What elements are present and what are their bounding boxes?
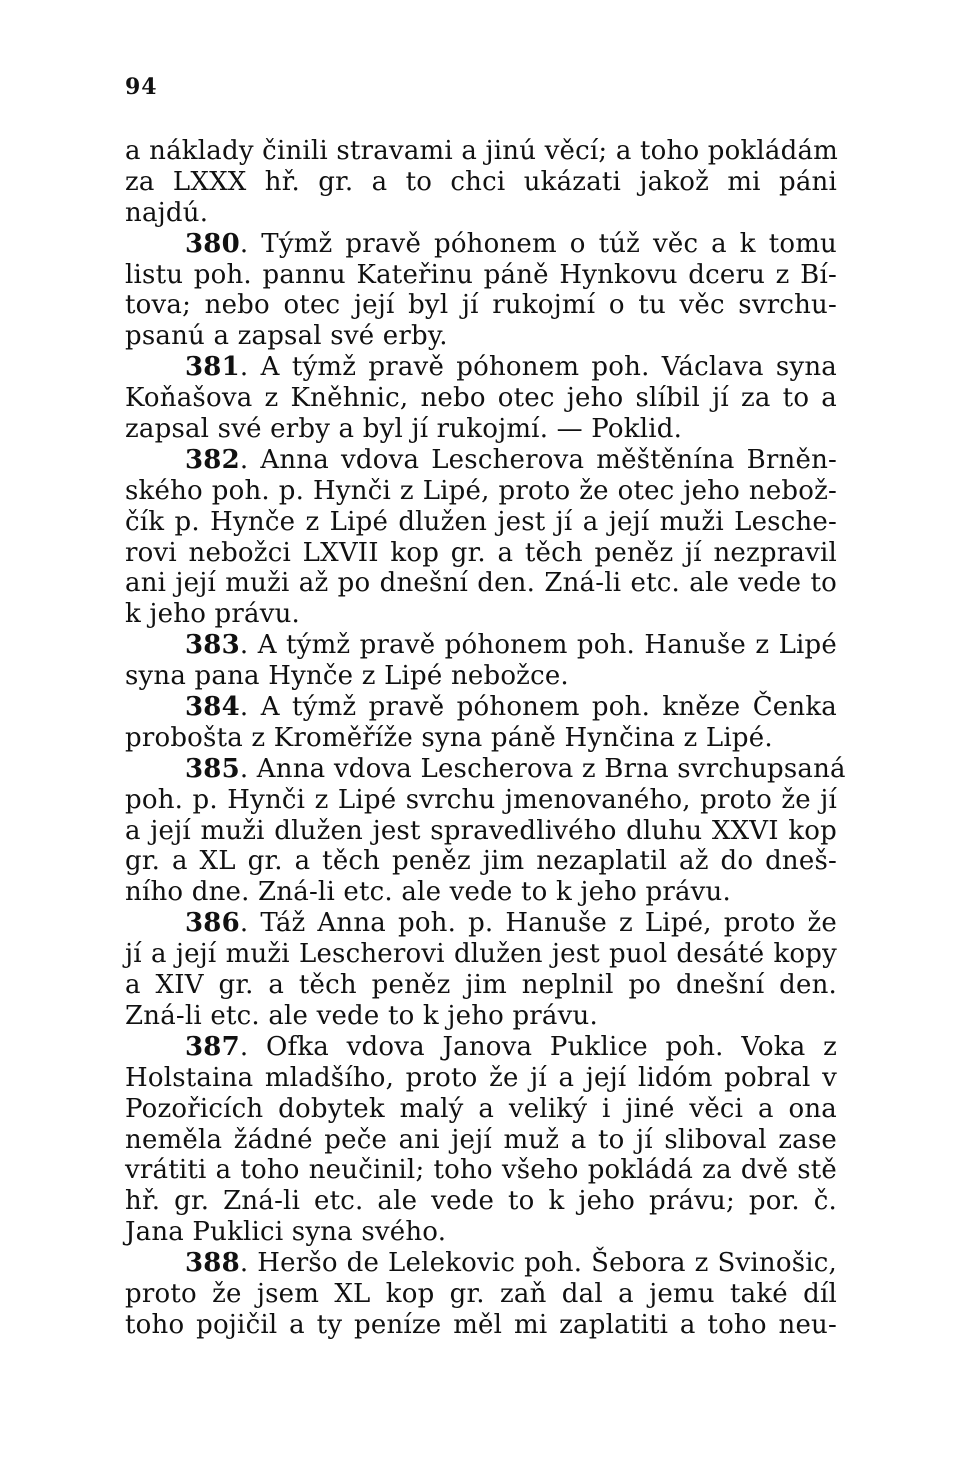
entry-387-line: [125, 1063, 837, 1094]
line-text: rovi nebožci LXVII kop gr. a těch peněz jí nezpravil: [125, 537, 837, 568]
entry-382-line: [125, 507, 837, 538]
line-text: Jana Puklici syna svého.: [125, 1217, 447, 1248]
line-text: listu poh. pannu Kateřinu páně Hynkovu dceru z Bí-: [125, 259, 837, 290]
entry-386-line: [125, 908, 837, 939]
line-text: čík p. Hynče z Lipé dlužen jest jí a její muži Lesche-: [125, 506, 837, 537]
line-text: Koňašova z Kněhnic, nebo otec jeho slíbil jí za to a: [125, 383, 837, 414]
text-column: [125, 136, 846, 1341]
entry-387-line: [125, 1155, 837, 1186]
entry-386-line: [125, 1001, 837, 1032]
entry-number: 385: [185, 753, 240, 784]
line-text: a XIV gr. a těch peněz jim neplnil po dnešní den.: [125, 970, 837, 1001]
entry-385-line: [125, 816, 837, 847]
entry-number: 388: [185, 1248, 240, 1279]
entry-385-line: [125, 846, 837, 877]
entry-382-line: [125, 538, 837, 569]
line-text: za LXXX hř. gr. a to chci ukázati jakož mi páni: [125, 166, 837, 197]
line-text: . Anna vdova Lescherova měštěnína Brněn-: [239, 444, 837, 475]
line-text: hř. gr. Zná-li etc. ale vede to k jeho právu; por. č.: [125, 1186, 837, 1217]
line-text: k jeho právu.: [125, 599, 301, 630]
entry-380-line: [125, 321, 837, 352]
entry-number: 381: [185, 352, 240, 383]
line-text: vrátiti a toho neučinil; toho všeho pokládá za dvě stě: [125, 1155, 837, 1186]
page-number: 94: [125, 74, 158, 100]
line-text: neměla žádné peče ani její muž a to jí sliboval zase: [125, 1124, 837, 1155]
entry-382-line: [125, 568, 837, 599]
line-text: . Táž Anna poh. p. Hanuše z Lipé, proto že: [239, 908, 837, 939]
entry-number: 384: [185, 692, 240, 723]
entry-381-line: [125, 383, 837, 414]
entry-381-line: [125, 352, 837, 383]
entry-388-line: [125, 1310, 837, 1341]
entry-387-line: [125, 1032, 837, 1063]
line-text: toho pojičil a ty peníze měl mi zaplatiti a toho neu-: [125, 1309, 837, 1340]
line-text: poh. p. Hynči z Lipé svrchu jmenovaného, proto že jí: [125, 784, 837, 815]
entry-number: 382: [185, 444, 240, 475]
line-text: . Týmž pravě póhonem o túž věc a k tomu: [239, 228, 837, 259]
line-text: jí a její muži Lescherovi dlužen jest puol desáté kopy: [125, 939, 837, 970]
entry-384-line: [125, 723, 837, 754]
line-text: psanú a zapsal své erby.: [125, 321, 448, 352]
entry-380-line: [125, 260, 837, 291]
line-text: . A týmž pravě póhonem poh. Václava syna: [239, 352, 837, 383]
entry-382-line: [125, 476, 837, 507]
line-text: tova; nebo otec její byl jí rukojmí o tu věc svrchu-: [125, 290, 837, 321]
entry-382-line: [125, 445, 837, 476]
entry-380-line: [125, 229, 837, 260]
entry-388-line: [125, 1279, 837, 1310]
entry-388-line: [125, 1248, 837, 1279]
entry-384-line: [125, 692, 837, 723]
entry-380-line: [125, 290, 837, 321]
entry-number: 383: [185, 630, 240, 661]
entry-383-line: [125, 661, 837, 692]
line-text: proto že jsem XL kop gr. zaň dal a jemu také díl: [125, 1278, 837, 1309]
line-text: . A týmž pravě póhonem poh. kněze Čenka: [239, 692, 837, 723]
line-text: Zná-li etc. ale vede to k jeho právu.: [125, 1000, 598, 1031]
line-text: najdú.: [125, 197, 209, 228]
entry-382-line: [125, 599, 837, 630]
line-text: . Heršo de Lelekovic poh. Šebora z Svinošic,: [239, 1248, 837, 1279]
entry-386-line: [125, 939, 837, 970]
line-text: probošta z Kroměříže syna páně Hynčina z Lipé.: [125, 722, 773, 753]
line-text: ského poh. p. Hynči z Lipé, proto že otec jeho nebož-: [125, 475, 837, 506]
entry-381-line: [125, 414, 837, 445]
entry-385-line: [125, 785, 837, 816]
entry-383-line: [125, 630, 837, 661]
entry-number: 380: [185, 228, 240, 259]
entry-387-line: [125, 1125, 837, 1156]
line-text: syna pana Hynče z Lipé nebožce.: [125, 661, 569, 692]
entry-number: 386: [185, 908, 240, 939]
line-text: Holstaina mladšího, proto že jí a její lidóm pobral v: [125, 1062, 837, 1093]
line-text: ního dne. Zná-li etc. ale vede to k jeho právu.: [125, 877, 731, 908]
entry-number: 387: [185, 1031, 240, 1062]
entry-cont-line: [125, 136, 837, 167]
line-text: ani její muži až po dnešní den. Zná-li etc. ale vede to: [125, 568, 837, 599]
line-text: gr. a XL gr. a těch peněz jim nezaplatil až do dneš-: [125, 846, 837, 877]
line-text: . Ofka vdova Janova Puklice poh. Voka z: [239, 1031, 837, 1062]
entry-386-line: [125, 970, 837, 1001]
entry-387-line: [125, 1186, 837, 1217]
entry-cont-line: [125, 167, 837, 198]
entry-387-line: [125, 1094, 837, 1125]
line-text: zapsal své erby a byl jí rukojmí. — Poklid.: [125, 414, 683, 445]
line-text: Pozořicích dobytek malý a veliký i jiné věci a ona: [125, 1093, 837, 1124]
entry-cont-line: [125, 198, 837, 229]
entry-385-line: [125, 753, 846, 785]
line-text: . A týmž pravě póhonem poh. Hanuše z Lipé: [239, 630, 837, 661]
line-text: a náklady činili stravami a jinú věcí; a toho pokládám: [125, 136, 839, 166]
entry-387-line: [125, 1217, 837, 1248]
line-text: a její muži dlužen jest spravedlivého dluhu XXVI kop: [125, 815, 837, 846]
entry-385-line: [125, 877, 837, 908]
line-text: . Anna vdova Lescherova z Brna svrchupsaná: [239, 753, 846, 784]
